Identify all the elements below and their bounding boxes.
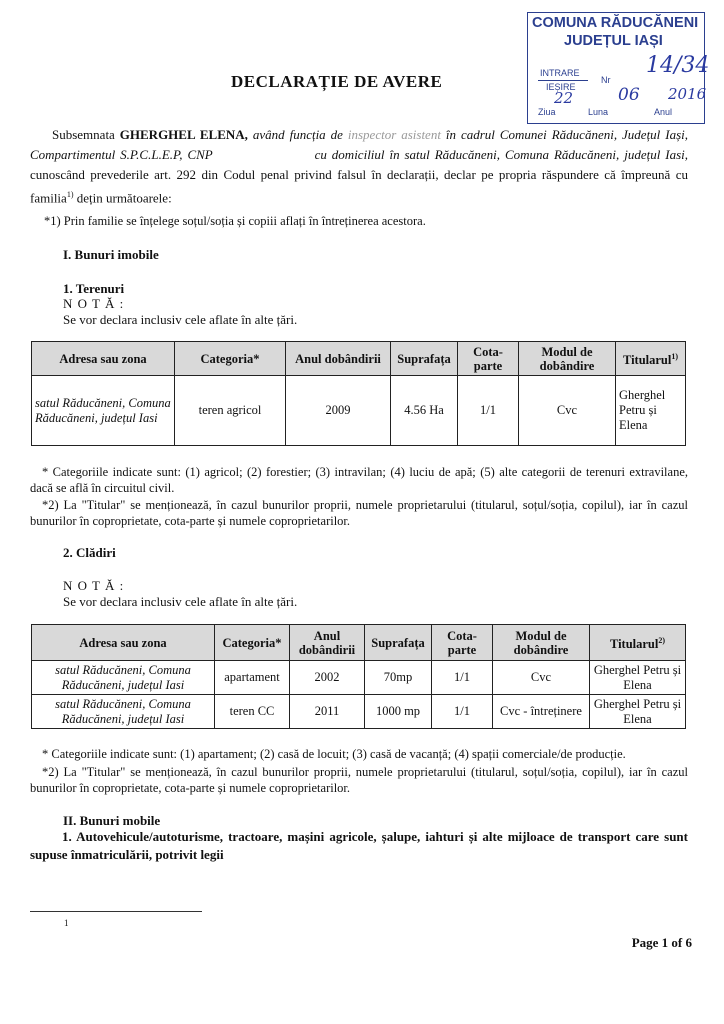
cladiri-nota: N O T Ă :: [63, 578, 125, 593]
stamp-luna-value: 06: [618, 85, 640, 105]
stamp-line1: COMUNA RĂDUCĂNENI: [532, 15, 699, 31]
cell-cota: 1/1: [432, 695, 493, 729]
cell-suprafata: 70mp: [365, 661, 432, 695]
intro-sup: 1): [66, 190, 74, 199]
th-titular-label: Titularul: [622, 353, 672, 368]
cell-modul: Cvc: [519, 376, 616, 446]
intro-p3: în cadrul Comunei Răducăneni, Județul Iași, Compartimentul S.P.C.L.E.P, CNP: [30, 127, 689, 162]
cell-adresa: satul Răducăneni, Comuna Răducăneni, județul Iasi: [32, 695, 215, 729]
stamp-iesire: IEȘIRE: [546, 82, 576, 92]
cell-anul: 2002: [290, 661, 365, 695]
stamp-intrare: INTRARE: [540, 68, 580, 78]
intro-p6: dețin următoarele:: [76, 190, 172, 206]
th-anul: Anul dobândirii: [286, 342, 391, 376]
section-1-heading: I. Bunuri imobile: [63, 247, 159, 262]
section-2-heading: II. Bunuri mobile: [63, 813, 161, 828]
terenuri-nota: N O T Ă :: [63, 296, 125, 311]
cladiri-table: [31, 624, 686, 729]
cell-anul: 2011: [290, 695, 365, 729]
stamp-nr-value: 14/34: [646, 53, 710, 78]
cell-categoria: teren agricol: [175, 376, 286, 446]
stamp-anul-value: 2016: [668, 85, 707, 103]
th-categoria: Categoria*: [175, 342, 286, 376]
mobile-item-heading: 1. Autovehicule/autoturisme, tractoare, mașini agricole, șalupe, iahturi și alte mijloace de transport care sunt supuse înmatriculării, potrivit legii: [30, 829, 688, 862]
cladiri-note2: *2) La "Titular" se menționează, în cazul bunurilor proprii, numele proprietarului (titularul, soțul/soția, copilul), iar în cazul bunurilor în coproprietate, cota-parte și numele coproprietarilor.: [30, 765, 688, 795]
th-adresa: Adresa sau zona: [32, 342, 175, 376]
terenuri-nota-text: Se vor declara inclusiv cele aflate în alte țări.: [63, 312, 298, 327]
footnote-number: 1: [64, 918, 69, 928]
cladiri-nota-text: Se vor declara inclusiv cele aflate în alte țări.: [63, 594, 298, 609]
stamp-luna-label: Luna: [588, 107, 609, 117]
th-cota: Cota-parte: [458, 342, 519, 376]
th-modul: Modul de dobândire: [519, 342, 616, 376]
family-note: *1) Prin familie se înțelege soțul/soția și copiii aflați în întreținerea acestora.: [44, 214, 426, 228]
th-titular-label: Titularul: [609, 637, 659, 652]
terenuri-table: [31, 341, 686, 446]
intro-p1: Subsemnata: [52, 127, 115, 142]
intro-p2: având funcția de: [252, 127, 343, 142]
table-row: [32, 695, 686, 729]
th-adresa: Adresa sau zona: [32, 625, 215, 661]
th-titular-sup: 2): [658, 635, 666, 645]
cell-categoria: teren CC: [215, 695, 290, 729]
cell-adresa: satul Răducăneni, Comuna Răducăneni, județul Iasi: [32, 661, 215, 695]
stamp-line2: JUDEȚUL IAȘI: [564, 33, 663, 49]
cell-categoria: apartament: [215, 661, 290, 695]
th-categoria: Categoria*: [215, 625, 290, 661]
stamp-divider: [538, 80, 588, 81]
stamp-nr-label: Nr: [601, 75, 611, 85]
intro-paragraph: [30, 125, 688, 208]
declarant-name: GHERGHEL ELENA,: [119, 127, 248, 142]
stamp-anul-label: Anul: [654, 107, 673, 117]
th-suprafata: Suprafața: [391, 342, 458, 376]
th-cota: Cota-parte: [432, 625, 493, 661]
page-number: Page 1 of 6: [631, 935, 692, 950]
terenuri-heading: 1. Terenuri: [63, 281, 125, 296]
th-titular-sup: 1): [671, 351, 679, 361]
th-suprafata: Suprafața: [365, 625, 432, 661]
cell-modul: Cvc - întreținere: [493, 695, 590, 729]
cladiri-note1: * Categoriile indicate sunt: (1) apartament; (2) casă de locuit; (3) casă de vacanță; (4) spații comerciale/de producție.: [42, 747, 626, 761]
cell-suprafata: 1000 mp: [365, 695, 432, 729]
cladiri-heading: 2. Clădiri: [63, 545, 116, 560]
stamp-ziua-value: 22: [554, 89, 574, 107]
function-title: inspector asistent: [347, 127, 441, 142]
cladiri-header-row: [32, 625, 686, 661]
cell-titular: Gherghel Petru și Elena: [616, 376, 686, 446]
terenuri-note2: *2) La "Titular" se menționează, în cazul bunurilor proprii, numele proprietarului (titularul, soțul/soția, copilul), iar în cazul bunurilor în coproprietate, cota-parte și numele coproprietarilor.: [30, 498, 688, 528]
cell-cota: 1/1: [432, 661, 493, 695]
registration-stamp: [527, 12, 710, 124]
table-row: [32, 376, 686, 446]
cell-adresa: satul Răducăneni, Comuna Răducăneni, județul Iasi: [32, 376, 175, 446]
page-title: DECLARAȚIE DE AVERE: [231, 72, 443, 91]
intro-p4: cu domiciliul în satul Răducăneni, Comuna Răducăneni, județul Iasi,: [314, 147, 689, 162]
terenuri-note1: * Categoriile indicate sunt: (1) agricol; (2) forestier; (3) intravilan; (4) luciu de apă; (5) alte categorii de terenuri extravilane, dacă se află în circuitul civil.: [30, 465, 688, 495]
terenuri-header-row: [32, 342, 686, 376]
cell-suprafata: 4.56 Ha: [391, 376, 458, 446]
cell-cota: 1/1: [458, 376, 519, 446]
cell-modul: Cvc: [493, 661, 590, 695]
th-modul: Modul de dobândire: [493, 625, 590, 661]
intro-p5: cunoscând prevederile art. 292 din Codul penal privind falsul în declarații, declar pe propria răspundere că împreună cu familia: [30, 167, 688, 206]
cell-titular: Gherghel Petru și Elena: [590, 695, 686, 729]
cell-anul: 2009: [286, 376, 391, 446]
th-anul: Anul dobândirii: [290, 625, 365, 661]
stamp-ziua-label: Ziua: [538, 107, 556, 117]
th-titular: [616, 342, 686, 376]
cell-titular: Gherghel Petru și Elena: [590, 661, 686, 695]
table-row: [32, 661, 686, 695]
footnote-divider: [30, 911, 202, 912]
th-titular: [590, 625, 686, 661]
